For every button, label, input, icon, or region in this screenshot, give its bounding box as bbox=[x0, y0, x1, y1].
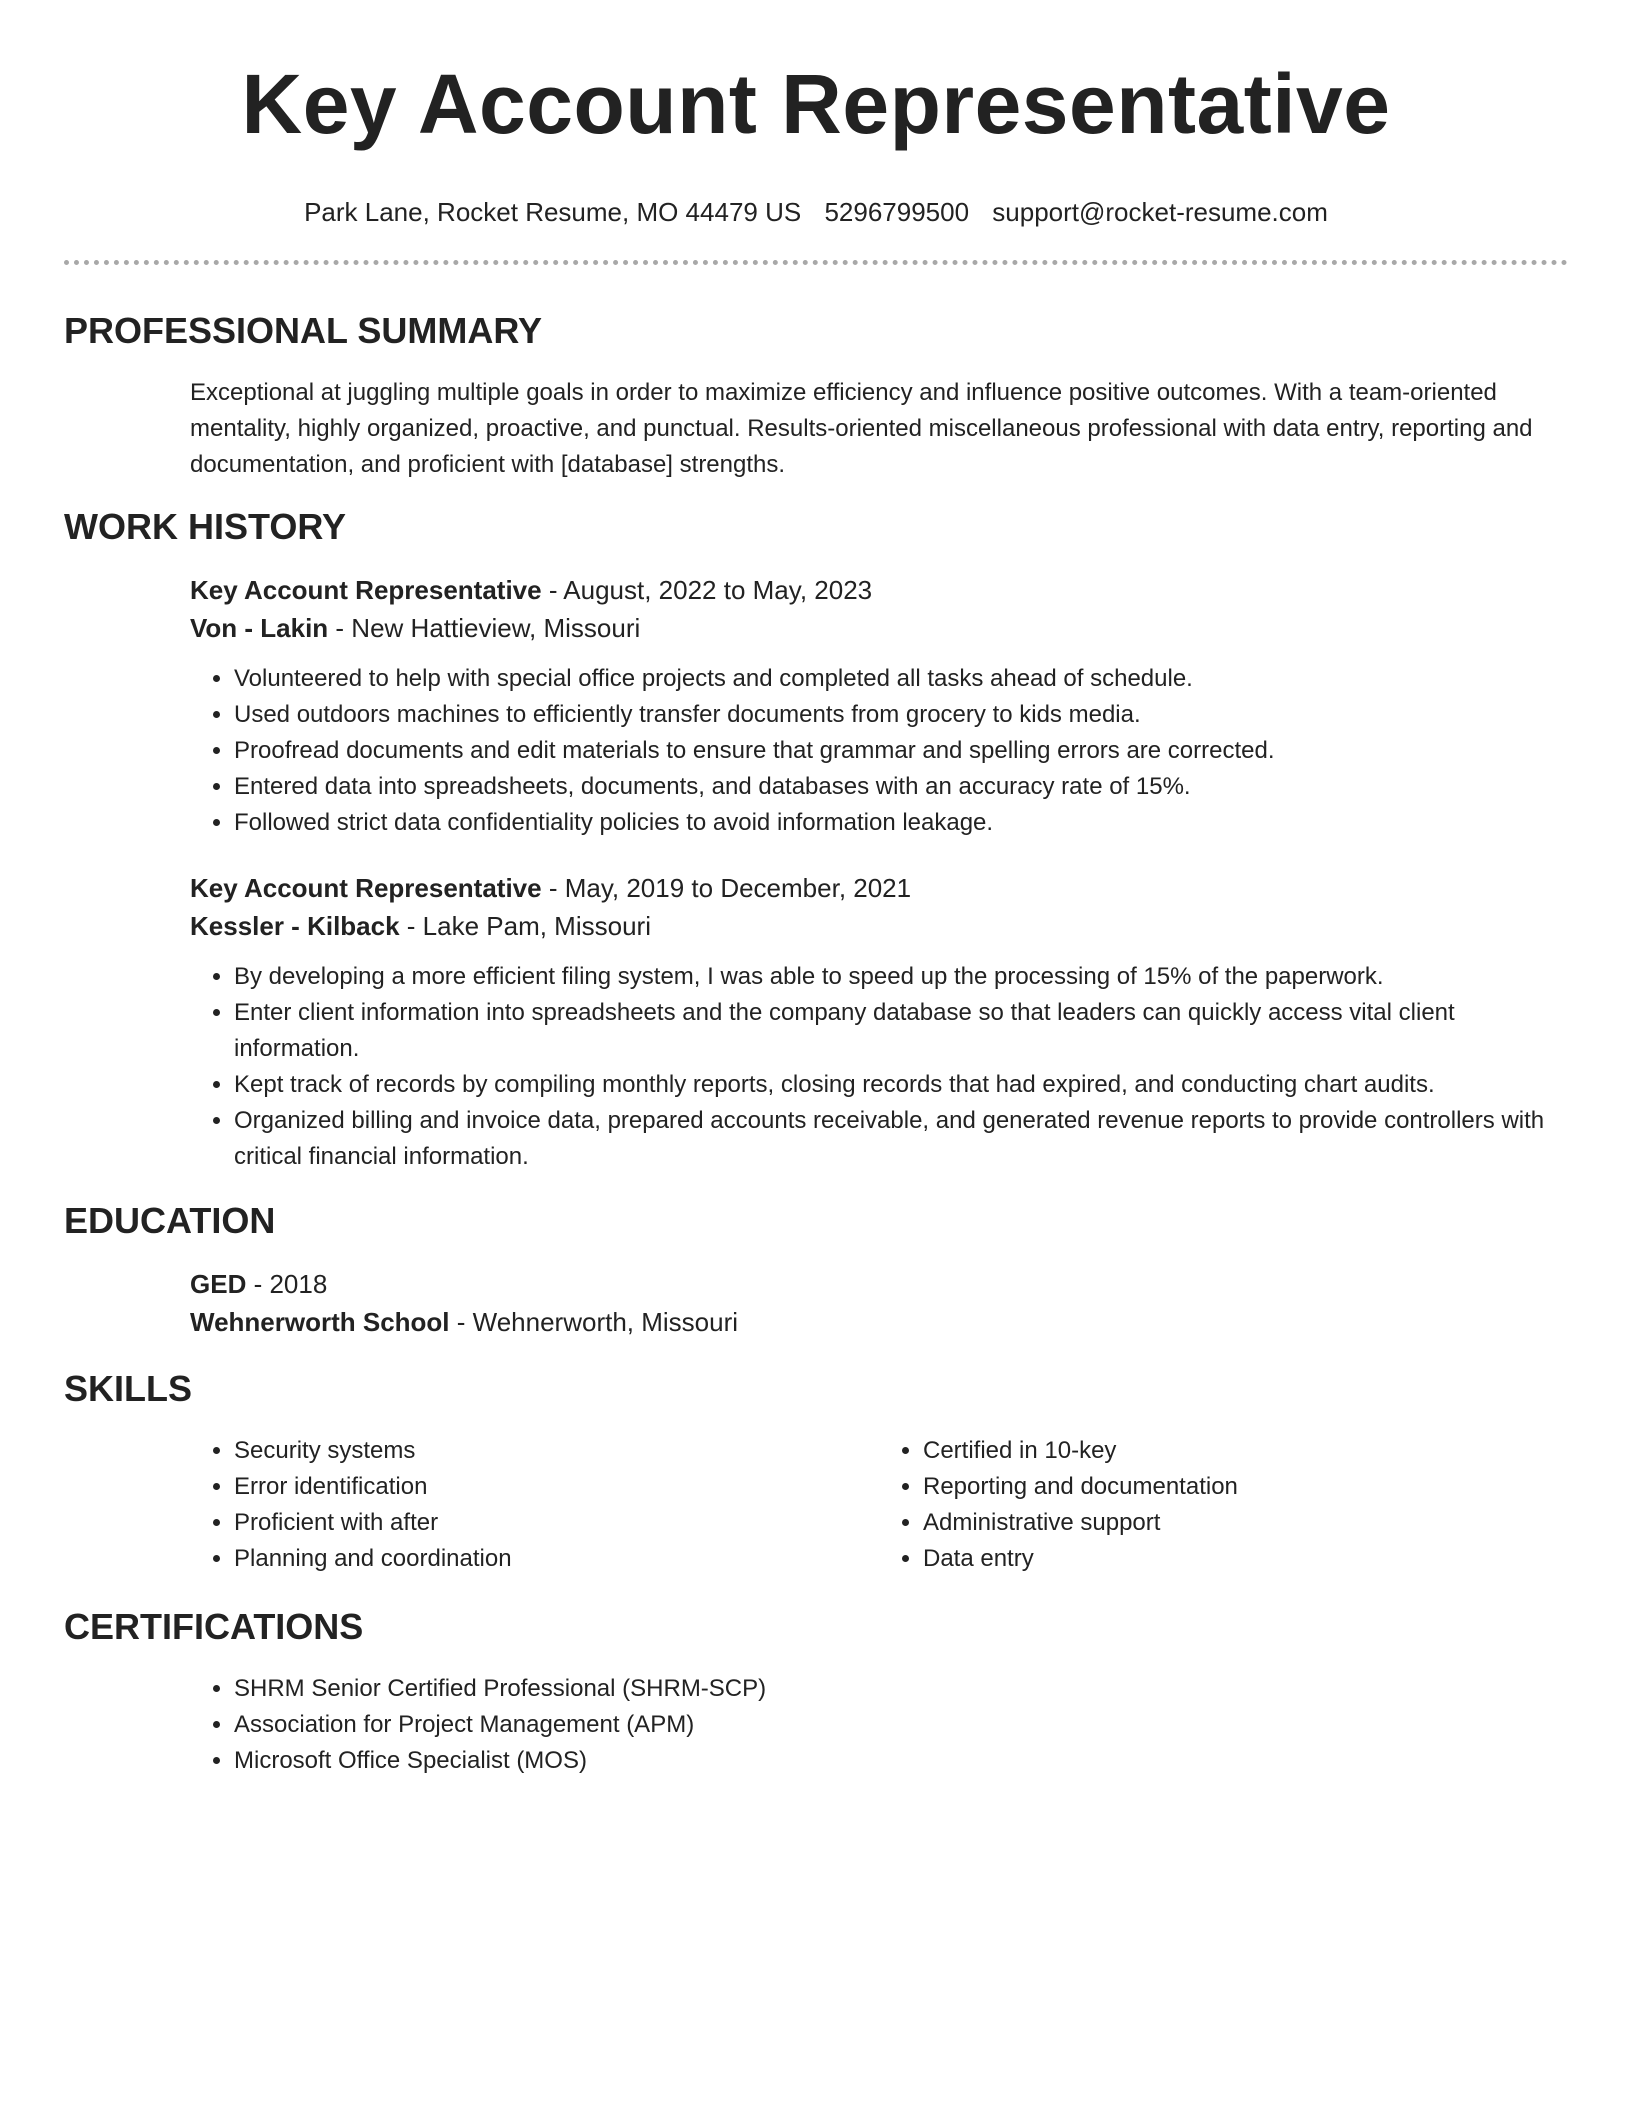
education-location: - Wehnerworth, Missouri bbox=[449, 1307, 739, 1337]
skills-list-right bbox=[879, 1433, 1568, 1577]
job-bullets bbox=[190, 959, 1568, 1175]
job-role-line bbox=[190, 869, 1568, 907]
list-item: • Security systems bbox=[234, 1433, 879, 1469]
job-role: Key Account Representative bbox=[190, 873, 542, 903]
skills-columns bbox=[190, 1433, 1568, 1577]
job-dates: - August, 2022 to May, 2023 bbox=[541, 575, 873, 605]
job-entry bbox=[190, 571, 1568, 841]
job-dates: - May, 2019 to December, 2021 bbox=[541, 873, 912, 903]
education-degree: GED bbox=[190, 1269, 247, 1299]
contact-phone: 5296799500 bbox=[824, 197, 970, 227]
list-item: • Certified in 10-key bbox=[923, 1433, 1568, 1469]
list-item: • Followed strict data confidentiality policies to avoid information leakage. bbox=[234, 805, 1568, 841]
list-item: • Data entry bbox=[923, 1541, 1568, 1577]
list-item: • Association for Project Management (APM) bbox=[234, 1707, 1568, 1743]
job-company: Von - Lakin bbox=[190, 613, 329, 643]
list-item: • Error identification bbox=[234, 1469, 879, 1505]
job-company-line bbox=[190, 609, 1568, 647]
header-divider bbox=[64, 260, 1568, 265]
job-company: Kessler - Kilback bbox=[190, 911, 400, 941]
list-item: • Volunteered to help with special office projects and completed all tasks ahead of schedule. bbox=[234, 661, 1568, 697]
list-item: • Proficient with after bbox=[234, 1505, 879, 1541]
list-item: • By developing a more efficient filing system, I was able to speed up the processing of 15% of the paperwork. bbox=[234, 959, 1568, 995]
contact-line bbox=[64, 194, 1568, 230]
list-item: • Entered data into spreadsheets, documents, and databases with an accuracy rate of 15%. bbox=[234, 769, 1568, 805]
section-title-work-history: WORK HISTORY bbox=[64, 506, 347, 547]
certifications-block bbox=[190, 1671, 1568, 1779]
job-role-line bbox=[190, 571, 1568, 609]
certifications-list bbox=[190, 1671, 1568, 1779]
summary-text: Exceptional at juggling multiple goals in order to maximize efficiency and influence positive outcomes. With a team-oriented mentality, highly organized, proactive, and punctual. Results-oriented miscellaneous professional with data entry, reporting and documentation, and proficient with [database] strengths. bbox=[190, 379, 1533, 478]
list-item: • Enter client information into spreadsheets and the company database so that leaders can quickly access vital client information. bbox=[234, 995, 1568, 1067]
list-item: • SHRM Senior Certified Professional (SHRM-SCP) bbox=[234, 1671, 1568, 1707]
job-company-line bbox=[190, 907, 1568, 945]
education-degree-line bbox=[190, 1265, 1568, 1303]
list-item: • Proofread documents and edit materials to ensure that grammar and spelling errors are corrected. bbox=[234, 733, 1568, 769]
list-item: • Planning and coordination bbox=[234, 1541, 879, 1577]
contact-address: Park Lane, Rocket Resume, MO 44479 US bbox=[304, 197, 802, 227]
job-bullets bbox=[190, 661, 1568, 841]
list-item: • Kept track of records by compiling monthly reports, closing records that had expired, and conducting chart audits. bbox=[234, 1067, 1568, 1103]
job-role: Key Account Representative bbox=[190, 575, 542, 605]
list-item: • Microsoft Office Specialist (MOS) bbox=[234, 1743, 1568, 1779]
job-location: - New Hattieview, Missouri bbox=[328, 613, 641, 643]
list-item: • Administrative support bbox=[923, 1505, 1568, 1541]
skills-list-left bbox=[190, 1433, 879, 1577]
education-year: - 2018 bbox=[246, 1269, 328, 1299]
contact-email: support@rocket-resume.com bbox=[992, 197, 1328, 227]
candidate-name: Key Account Representative bbox=[241, 57, 1391, 151]
education-school: Wehnerworth School bbox=[190, 1307, 450, 1337]
job-entry bbox=[190, 869, 1568, 1175]
list-item: • Organized billing and invoice data, prepared accounts receivable, and generated revenue reports to provide controllers with critical financial information. bbox=[234, 1103, 1568, 1175]
section-title-education: EDUCATION bbox=[64, 1200, 276, 1241]
job-location: - Lake Pam, Missouri bbox=[399, 911, 651, 941]
list-item: • Used outdoors machines to efficiently transfer documents from grocery to kids media. bbox=[234, 697, 1568, 733]
education-school-line bbox=[190, 1303, 1568, 1341]
section-title-summary: PROFESSIONAL SUMMARY bbox=[64, 310, 543, 351]
list-item: • Reporting and documentation bbox=[923, 1469, 1568, 1505]
section-title-certifications: CERTIFICATIONS bbox=[64, 1606, 364, 1647]
education-entry bbox=[190, 1265, 1568, 1341]
section-title-skills: SKILLS bbox=[64, 1368, 193, 1409]
